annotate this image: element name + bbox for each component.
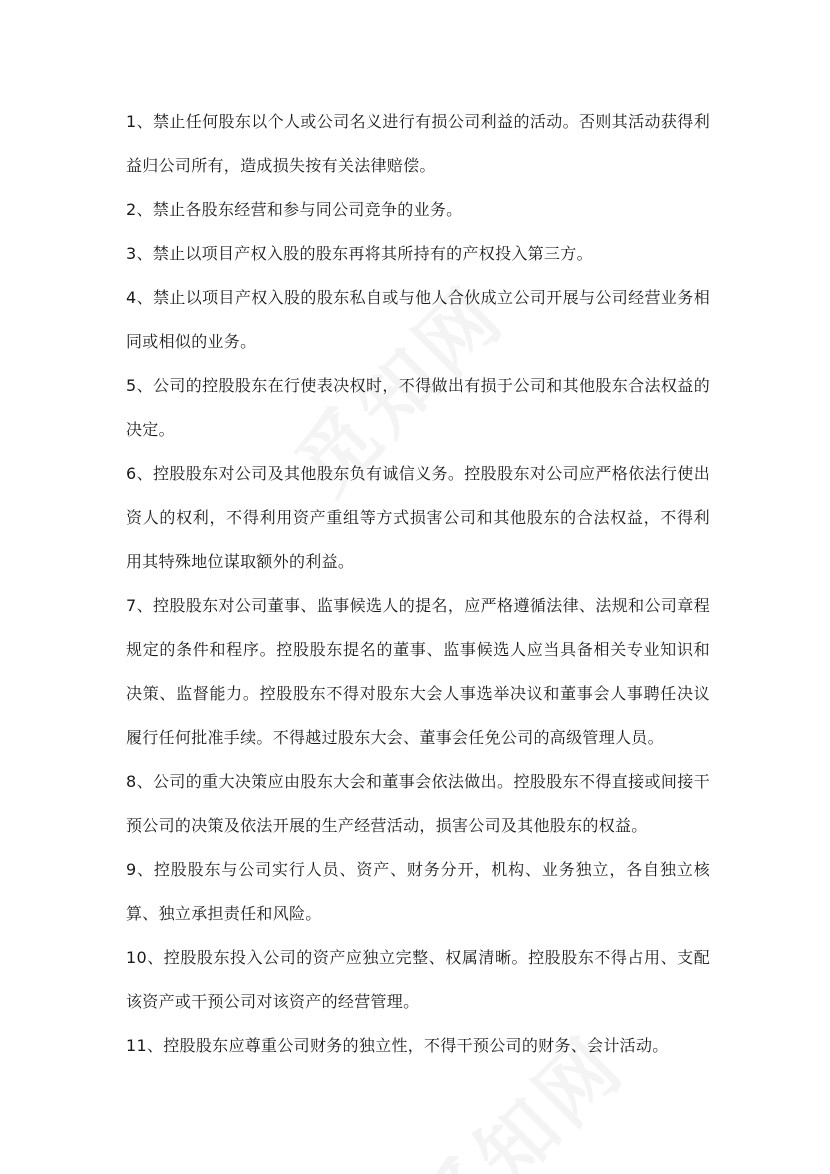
paragraph-1: 1、禁止任何股东以个人或公司名义进行有损公司利益的活动。否则其活动获得利益归公司所有，造成损失按有关法律赔偿。 (126, 112, 710, 175)
paragraph-11: 11、控股股东应尊重公司财务的独立性，不得干预公司的财务、会计活动。 (126, 1036, 669, 1055)
paragraph-4: 4、禁止以项目产权入股的股东私自或与他人合伙成立公司开展与公司经营业务相同或相似的业务。 (126, 288, 710, 351)
paragraph-7: 7、控股股东对公司董事、监事候选人的提名，应严格遵循法律、法规和公司章程规定的条件和程序。控股股东提名的董事、监事候选人应当具备相关专业知识和决策、监督能力。控股股东不得对股东大会人事选举决议和董事会人事聘任决议履行任何批准手续。不得越过股东大会、董事会任免公司的高级管理人员。 (126, 596, 710, 747)
document-body (126, 100, 710, 1068)
paragraph-6: 6、控股股东对公司及其他股东负有诚信义务。控股股东对公司应严格依法行使出资人的权利，不得利用资产重组等方式损害公司和其他股东的合法权益，不得利用其特殊地位谋取额外的利益。 (126, 464, 710, 571)
paragraph-5: 5、公司的控股股东在行使表决权时，不得做出有损于公司和其他股东合法权益的决定。 (126, 376, 710, 439)
paragraph-2: 2、禁止各股东经营和参与同公司竞争的业务。 (126, 200, 463, 219)
paragraph-8: 8、公司的重大决策应由股东大会和董事会依法做出。控股股东不得直接或间接干预公司的决策及依法开展的生产经营活动，损害公司及其他股东的权益。 (126, 772, 710, 835)
paragraph-3: 3、禁止以项目产权入股的股东再将其所持有的产权投入第三方。 (126, 244, 593, 263)
paragraph-10: 10、控股股东投入公司的资产应独立完整、权属清晰。控股股东不得占用、支配该资产或干预公司对该资产的经营管理。 (126, 948, 710, 1011)
paragraph-9: 9、控股股东与公司实行人员、资产、财务分开，机构、业务独立，各自独立核算、独立承担责任和风险。 (126, 860, 710, 923)
